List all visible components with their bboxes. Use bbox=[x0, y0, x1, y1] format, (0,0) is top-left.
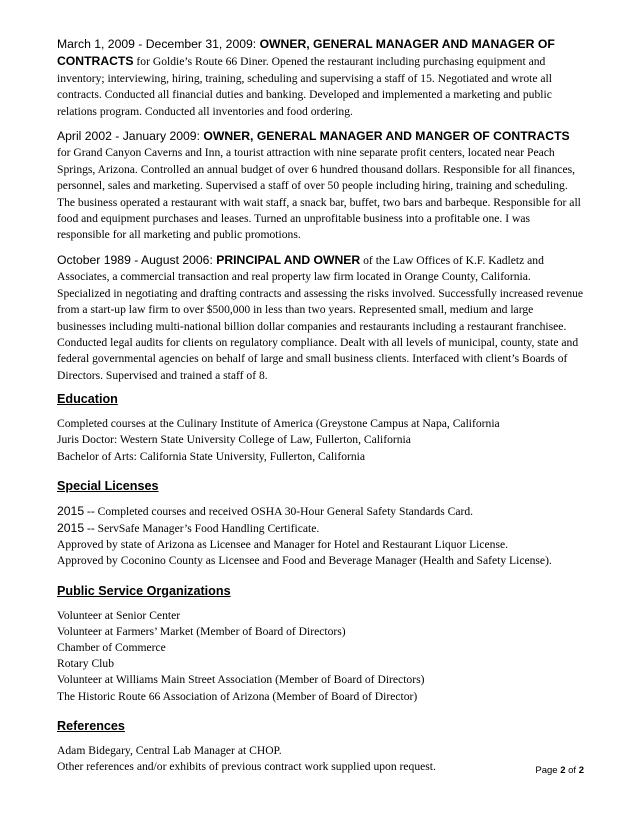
education-section bbox=[57, 392, 585, 465]
experience-dates: April 2002 - January 2009: bbox=[57, 129, 204, 144]
organization-item: The Historic Route 66 Association of Arizona (Member of Board of Director) bbox=[57, 689, 418, 703]
references-list bbox=[57, 743, 585, 775]
experience-entry-grand-canyon-caverns bbox=[57, 128, 585, 244]
public-service-list bbox=[57, 608, 585, 705]
organization-item: Volunteer at Williams Main Street Association (Member of Board of Directors) bbox=[57, 673, 425, 687]
licenses-list bbox=[57, 503, 585, 570]
special-licenses-heading: Special Licenses bbox=[57, 478, 159, 493]
license-item bbox=[57, 520, 585, 537]
license-item bbox=[57, 553, 585, 569]
of-word: of bbox=[565, 765, 579, 776]
reference-item: Adam Bidegary, Central Lab Manager at CHOP. bbox=[57, 743, 282, 757]
license-item bbox=[57, 503, 585, 520]
experience-title: OWNER, GENERAL MANAGER AND MANAGER OF CONTRACTS bbox=[57, 37, 555, 69]
experience-title: PRINCIPAL AND OWNER bbox=[216, 252, 361, 267]
license-text: -- Completed courses and received OSHA 30-Hour General Safety Standards Card. bbox=[84, 504, 474, 518]
special-licenses-section bbox=[57, 479, 585, 570]
experience-title: OWNER, GENERAL MANAGER AND MANGER OF CONTRACTS bbox=[203, 129, 570, 144]
education-heading: Education bbox=[57, 392, 118, 407]
license-year: 2015 bbox=[57, 503, 85, 518]
license-text: -- ServSafe Manager’s Food Handling Certificate. bbox=[84, 521, 320, 535]
experience-dates: March 1, 2009 - December 31, 2009: bbox=[57, 37, 260, 51]
experience-dates: October 1989 - August 2006: bbox=[57, 252, 217, 267]
education-item: Juris Doctor: Western State University College of Law, Fullerton, California bbox=[57, 433, 411, 447]
organization-item: Volunteer at Farmers’ Market (Member of Board of Directors) bbox=[57, 624, 346, 638]
education-item: Completed courses at the Culinary Institute of America (Greystone Campus at Napa, California bbox=[57, 417, 500, 431]
public-service-section bbox=[57, 584, 585, 705]
references-heading: References bbox=[57, 718, 125, 733]
public-service-heading: Public Service Organizations bbox=[57, 583, 231, 598]
experience-entry-goldies bbox=[57, 36, 585, 120]
organization-item: Chamber of Commerce bbox=[57, 640, 166, 654]
page-number bbox=[535, 765, 584, 776]
experience-description: for Goldie’s Route 66 Diner. Opened the restaurant including purchasing equipment and inventory; interviewing, hiring, training, scheduling and supervising a staff of 15. Negotiated and wrote all contracts. Conducted all financial duties and banking. Developed and implemented a marketing and public relations program. Conducted all inventories and food ordering. bbox=[57, 55, 552, 118]
reference-item: Other references and/or exhibits of previous contract work supplied upon request. bbox=[57, 759, 436, 773]
experience-entry-law-offices bbox=[57, 252, 585, 384]
license-text: Approved by state of Arizona as Licensee and Manager for Hotel and Restaurant Liquor License. bbox=[57, 538, 509, 552]
references-section bbox=[57, 719, 585, 775]
current-page: 2 bbox=[560, 765, 566, 776]
license-text: Approved by Coconino County as Licensee and Food and Beverage Manager (Health and Safety License). bbox=[57, 554, 552, 568]
organization-item: Volunteer at Senior Center bbox=[57, 608, 181, 622]
education-item: Bachelor of Arts: California State University, Fullerton, California bbox=[57, 449, 366, 463]
page-word: Page bbox=[535, 765, 561, 776]
total-pages: 2 bbox=[578, 765, 584, 776]
experience-description: of the Law Offices of K.F. Kadletz and Associates, a commercial transaction and real property law firm located in Orange County, California. Specialized in negotiating and drafting contracts and assessing the risks involved. Successfully increased revenue from a start-up law firm to over $500,000 in less than two years. Represented small, medium and large businesses including multi-national billion dollar companies and restaurants including a restaurant franchisee. Conducted legal audits for clients on regulatory compliance. Dealt with all levels of municipal, county, state and federal governmental agencies on behalf of large and small business clients. Interfaced with client’s Boards of Directors. Supervised and trained a staff of 8. bbox=[57, 253, 584, 382]
resume-page-2 bbox=[57, 36, 585, 789]
license-year: 2015 bbox=[57, 520, 85, 535]
license-item bbox=[57, 537, 585, 553]
experience-description: for Grand Canyon Caverns and Inn, a tourist attraction with nine separate profit centers, located near Peach Springs, Arizona. Controlled an annual budget of over 6 hundred thousand dollars. Responsible for all finances, personnel, sales and marketing. Supervised a staff of over 50 people including hiring, training and scheduling. The business operated a restaurant with wait staff, a snack bar, buffet, two bars and barbeque. Responsible for all food and equipment purchases and leases. Turned an unprofitable business into a profitable one. I was responsible for all marketing and public promotions. bbox=[57, 146, 581, 242]
education-list bbox=[57, 416, 585, 465]
organization-item: Rotary Club bbox=[57, 657, 115, 671]
